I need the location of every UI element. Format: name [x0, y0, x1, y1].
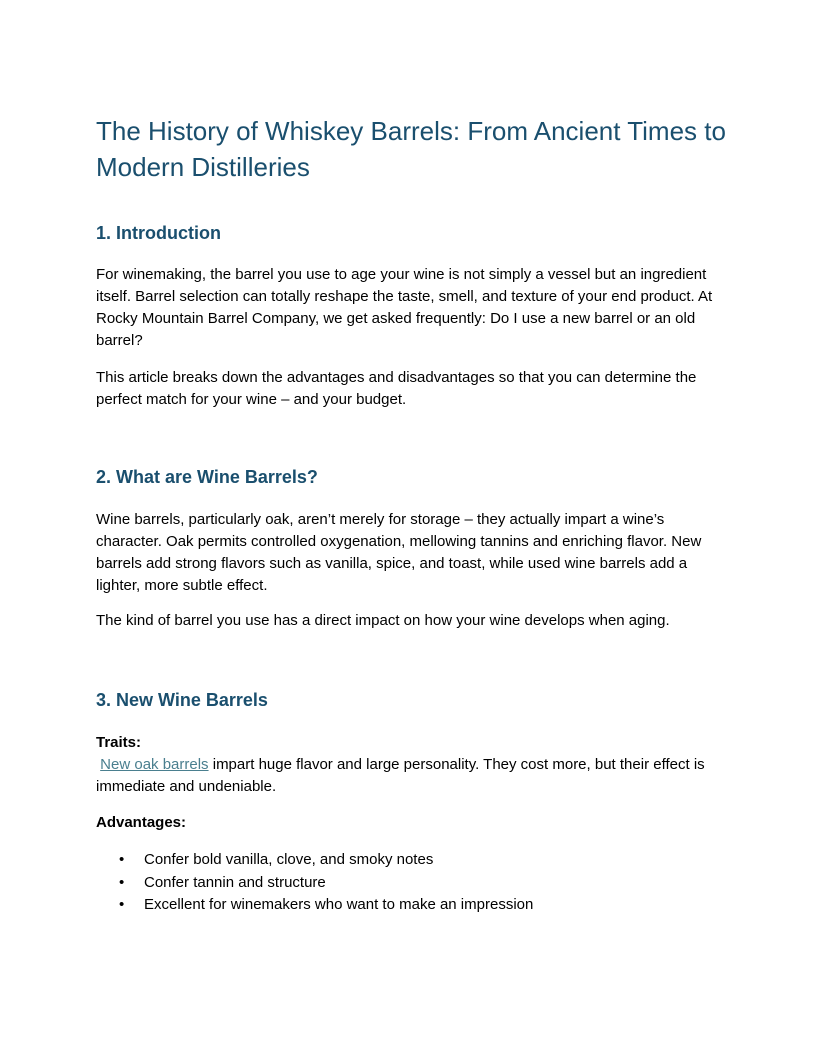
- advantages-label: Advantages:: [96, 814, 187, 831]
- traits-text: impart huge flavor and large personality. They cost more, but their effect is immediate and undeniable.: [96, 756, 705, 795]
- list-item: • Confer tannin and structure: [96, 872, 726, 895]
- traits-label: Traits:: [96, 734, 142, 751]
- barrels-paragraph-1: Wine barrels, particularly oak, aren’t merely for storage – they actually impart a wine’s character. Oak permits controlled oxygenation, mellowing tannins and enriching flavor. New barrels add strong flavors such as vanilla, spice, and toast, while used wine barrels add a lighter, more subtle effect.: [96, 511, 702, 594]
- list-item: • Confer bold vanilla, clove, and smoky notes: [96, 849, 726, 872]
- traits-block: [96, 732, 726, 798]
- intro-paragraph-1: For winemaking, the barrel you use to age your wine is not simply a vessel but an ingredient itself. Barrel selection can totally reshape the taste, smell, and texture of your end product. At Rocky Mountain Barrel Company, we get asked frequently: Do I use a new barrel or an old barrel?: [96, 266, 713, 349]
- new-oak-barrels-link[interactable]: New oak barrels: [100, 756, 209, 773]
- document-title: The History of Whiskey Barrels: From Ancient Times to Modern Distilleries: [96, 116, 726, 182]
- intro-paragraph-2: This article breaks down the advantages and disadvantages so that you can determine the perfect match for your wine – and your budget.: [96, 369, 697, 408]
- barrels-paragraph-2: The kind of barrel you use has a direct impact on how your wine develops when aging.: [96, 612, 670, 629]
- advantages-list: [96, 849, 726, 917]
- section-heading-new-wine-barrels: 3. New Wine Barrels: [96, 690, 268, 710]
- section-heading-what-are-wine-barrels: 2. What are Wine Barrels?: [96, 467, 318, 487]
- section-heading-introduction: 1. Introduction: [96, 223, 221, 243]
- list-item: • Excellent for winemakers who want to make an impression: [96, 894, 726, 917]
